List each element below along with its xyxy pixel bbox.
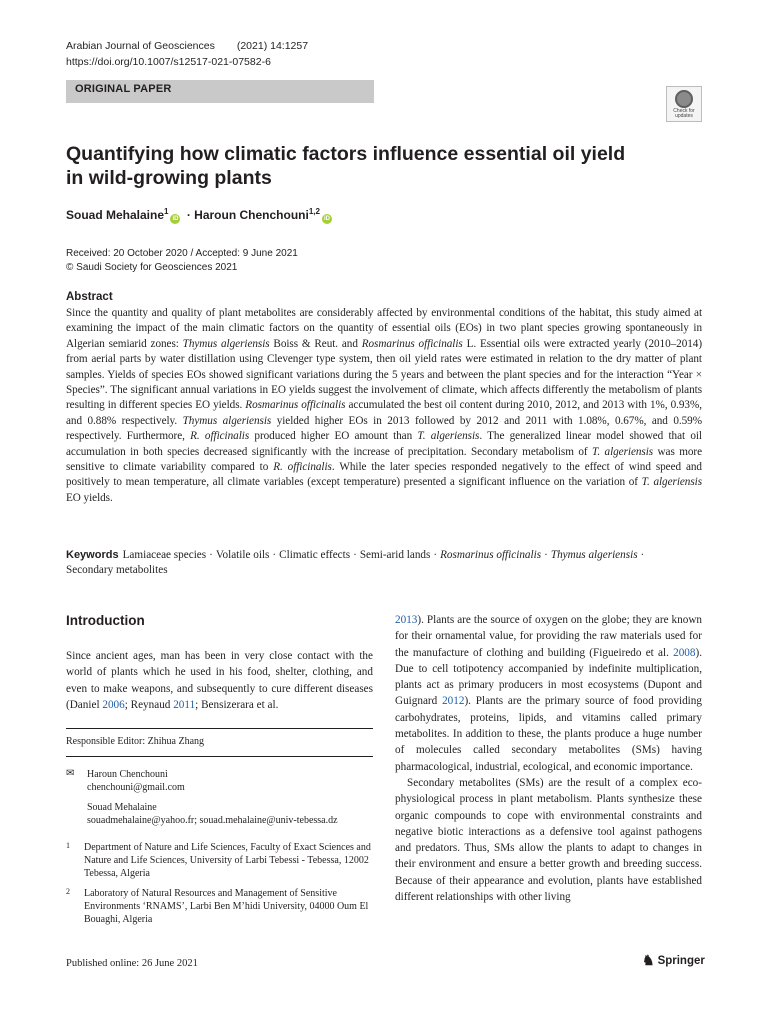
footnote-divider — [66, 756, 373, 757]
keyword: Climatic effects — [279, 549, 351, 561]
citation-link[interactable]: 2008 — [673, 646, 696, 659]
species-name: Rosmarinus officinalis — [245, 399, 346, 412]
affiliation-number: 1 — [66, 841, 70, 850]
crossmark-label: Check for updates — [673, 108, 695, 119]
keyword-separator: · — [272, 549, 277, 561]
orcid-icon[interactable]: iD — [172, 216, 179, 222]
abstract-text: accumulated the best oil content during 2010, 2012, and 2013 with 1%, 0.93%, and 0.88% respectively. — [66, 399, 702, 427]
keyword: Volatile oils — [215, 549, 270, 561]
check-for-updates-button[interactable] — [666, 86, 702, 122]
responsible-editor: Responsible Editor: Zhihua Zhang — [66, 736, 205, 747]
published-online: Published online: 26 June 2021 — [66, 958, 198, 969]
author-affiliation-marker: 1 — [164, 207, 169, 216]
citation-link[interactable]: 2011 — [173, 698, 196, 711]
body-text: Since ancient ages, man has been in very close contact with the world of plants which he used in his food, shelter, clothing, and even to make weapons, and subsequently to cure different diseases (Daniel — [66, 650, 373, 711]
species-name: T. algeriensis — [417, 430, 480, 443]
intro-left-column — [66, 648, 373, 713]
species-name: T. algeriensis — [641, 476, 703, 489]
orcid-icon[interactable]: iD — [323, 216, 330, 222]
species-name: R. officinalis — [190, 430, 250, 443]
springer-horse-icon: ♞ — [642, 952, 655, 968]
footnote-divider — [66, 728, 373, 729]
keyword: Lamiaceae species — [122, 549, 207, 561]
copyright-line: © Saudi Society for Geosciences 2021 — [66, 262, 238, 273]
abstract-text: L. Essential oils were extracted yearly (2010–2014) from aerial parts by water distillation using Clevenger type system, then oil yield rates were estimated in relation to the dry matter of plant samples. Yields of species EOs showed significant variations during the 5 years and between the plant species and for the interaction “Year × Species”. The significant annual variations in EO yields suggest the involvement of climate, which affects differently the metabolism of plants resulting in different species EO yields. — [66, 337, 703, 412]
paper-type-banner: ORIGINAL PAPER — [66, 80, 374, 103]
journal-name: Arabian Journal of Geosciences — [66, 40, 215, 52]
species-name: T. algeriensis — [592, 445, 654, 458]
keyword-separator: · — [640, 549, 645, 561]
author-contact-email[interactable]: souadmehalaine@yahoo.fr; souad.mehalaine@univ-tebessa.dz — [87, 815, 338, 826]
body-text: ). Plants are the primary source of food providing carbohydrates, proteins, lipids, and vitamins called primary metabolites. In addition to these, the plants produce a huge number of molecules called secondary metabolites (SMs) having pharmacological, industrial, ecological, and economic importance. — [395, 695, 702, 773]
paragraph — [395, 612, 702, 775]
envelope-icon: ✉ — [66, 768, 75, 779]
citation-link[interactable]: 2013 — [395, 614, 418, 626]
publisher-logo[interactable] — [642, 952, 705, 969]
abstract-body — [66, 306, 702, 506]
body-text: ). Due to cell totipotency accompanied by indefinite multiplication, plants act as primary producers in most ecosystems (Dupont and Guignard — [395, 646, 702, 708]
keyword: Semi-arid lands — [359, 549, 431, 561]
introduction-heading: Introduction — [66, 613, 145, 628]
abstract-text: . The generalized linear model showed that oil accumulation in both species decreased significantly with the increase of precipitation. Secondary metabolism of — [66, 430, 702, 458]
species-name: Thymus algeriensis — [182, 414, 272, 427]
author-contact-name: Souad Mehalaine — [87, 802, 157, 813]
doi-link[interactable]: https://doi.org/10.1007/s12517-021-07582-6 — [66, 56, 271, 68]
author-affiliation-marker: 1,2 — [308, 207, 320, 216]
abstract-text: produced higher EO amount than — [249, 430, 418, 443]
abstract-text: Since the quantity and quality of plant metabolites are considerably affected by environmental conditions of the habitat, this study aimed at examining the impact of the main climatic factors on the quantity of essential oils (EOs) in two plant species growing spontaneously in Algerian semiarid zones: — [66, 307, 702, 350]
abstract-text: EO yields. — [66, 491, 113, 504]
intro-right-column — [395, 612, 702, 905]
keywords-line — [66, 548, 702, 579]
abstract-text: . While the later species responded negatively to the effect of wind speed and positively to mean temperature, all climate variables (except temperature) presented a significant influence on the variation of — [66, 461, 702, 489]
keyword-separator: · — [209, 549, 213, 561]
journal-citation: (2021) 14:1257 — [236, 40, 309, 52]
keyword-separator: · — [353, 549, 357, 561]
abstract-heading: Abstract — [66, 291, 113, 303]
paper-title: Quantifying how climatic factors influence essential oil yield in wild-growing plants — [66, 143, 626, 189]
author-separator: · — [186, 208, 191, 222]
keyword: Rosmarinus officinalis — [440, 549, 542, 561]
received-accepted-dates: Received: 20 October 2020 / Accepted: 9 June 2021 — [66, 248, 298, 259]
affiliation-number: 2 — [66, 887, 70, 896]
species-name: Rosmarinus officinalis — [361, 337, 463, 350]
body-text: ; Bensizerara et al. — [195, 698, 279, 711]
keyword: Thymus algeriensis — [550, 549, 638, 561]
corresponding-author-name: Haroun Chenchouni — [87, 769, 168, 780]
corresponding-author-email[interactable]: chenchouni@gmail.com — [87, 782, 185, 793]
author-list — [66, 207, 335, 224]
species-name: Thymus algeriensis — [182, 337, 270, 350]
publisher-name: Springer — [657, 955, 705, 967]
keyword-separator: · — [544, 549, 548, 561]
keyword: Secondary metabolites — [66, 564, 168, 577]
author-name[interactable]: Haroun Chenchouni — [194, 208, 309, 222]
citation-link[interactable]: 2006 — [102, 698, 125, 711]
abstract-text: was more sensitive to climate variability compared to — [66, 445, 702, 474]
body-text: ). Plants are the source of oxygen on the globe; they are known for their ornamental value, for providing the raw materials used for the manufacture of clothing and building (Figueiredo et al. — [395, 614, 702, 659]
affiliation-1: Department of Nature and Life Sciences, Faculty of Exact Sciences and Nature and Life Sciences, University of Larbi Tebessi - Tebessa, 12002 Tebessa, Algeria — [84, 842, 371, 879]
body-text: ; Reynaud — [124, 698, 174, 711]
paragraph: Secondary metabolites (SMs) are the result of a complex eco-physiological process in plant metabolism. Plants synthesize these organic compounds to cope with environmental constraints and negative biotic interactions as a defensive tool against pathogens and predators. Thus, SMs allow the plants to adapt to changes in their environment and ensure a better growth and breeding success. Because of their appearance and evolution, plants have established different relationships with other living — [395, 776, 702, 904]
species-name: R. officinalis — [273, 461, 332, 474]
abstract-text: yielded higher EOs in 2013 followed by 2012 and 2011 with 1.08%, 0.67%, and 0.59% respectively. Furthermore, — [66, 414, 702, 443]
crossmark-icon — [675, 90, 693, 108]
keyword-separator: · — [433, 549, 438, 561]
author-name[interactable]: Souad Mehalaine — [66, 208, 165, 222]
journal-line — [66, 40, 308, 52]
keywords-label: Keywords — [66, 549, 119, 561]
affiliation-2: Laboratory of Natural Resources and Management of Sensitive Environments ‘RNAMS’, Larbi Ben M’hidi University, 04000 Oum El Bouaghi, Algeria — [84, 888, 369, 925]
abstract-text: Boiss & Reut. and — [269, 337, 362, 350]
citation-link[interactable]: 2012 — [442, 695, 465, 708]
